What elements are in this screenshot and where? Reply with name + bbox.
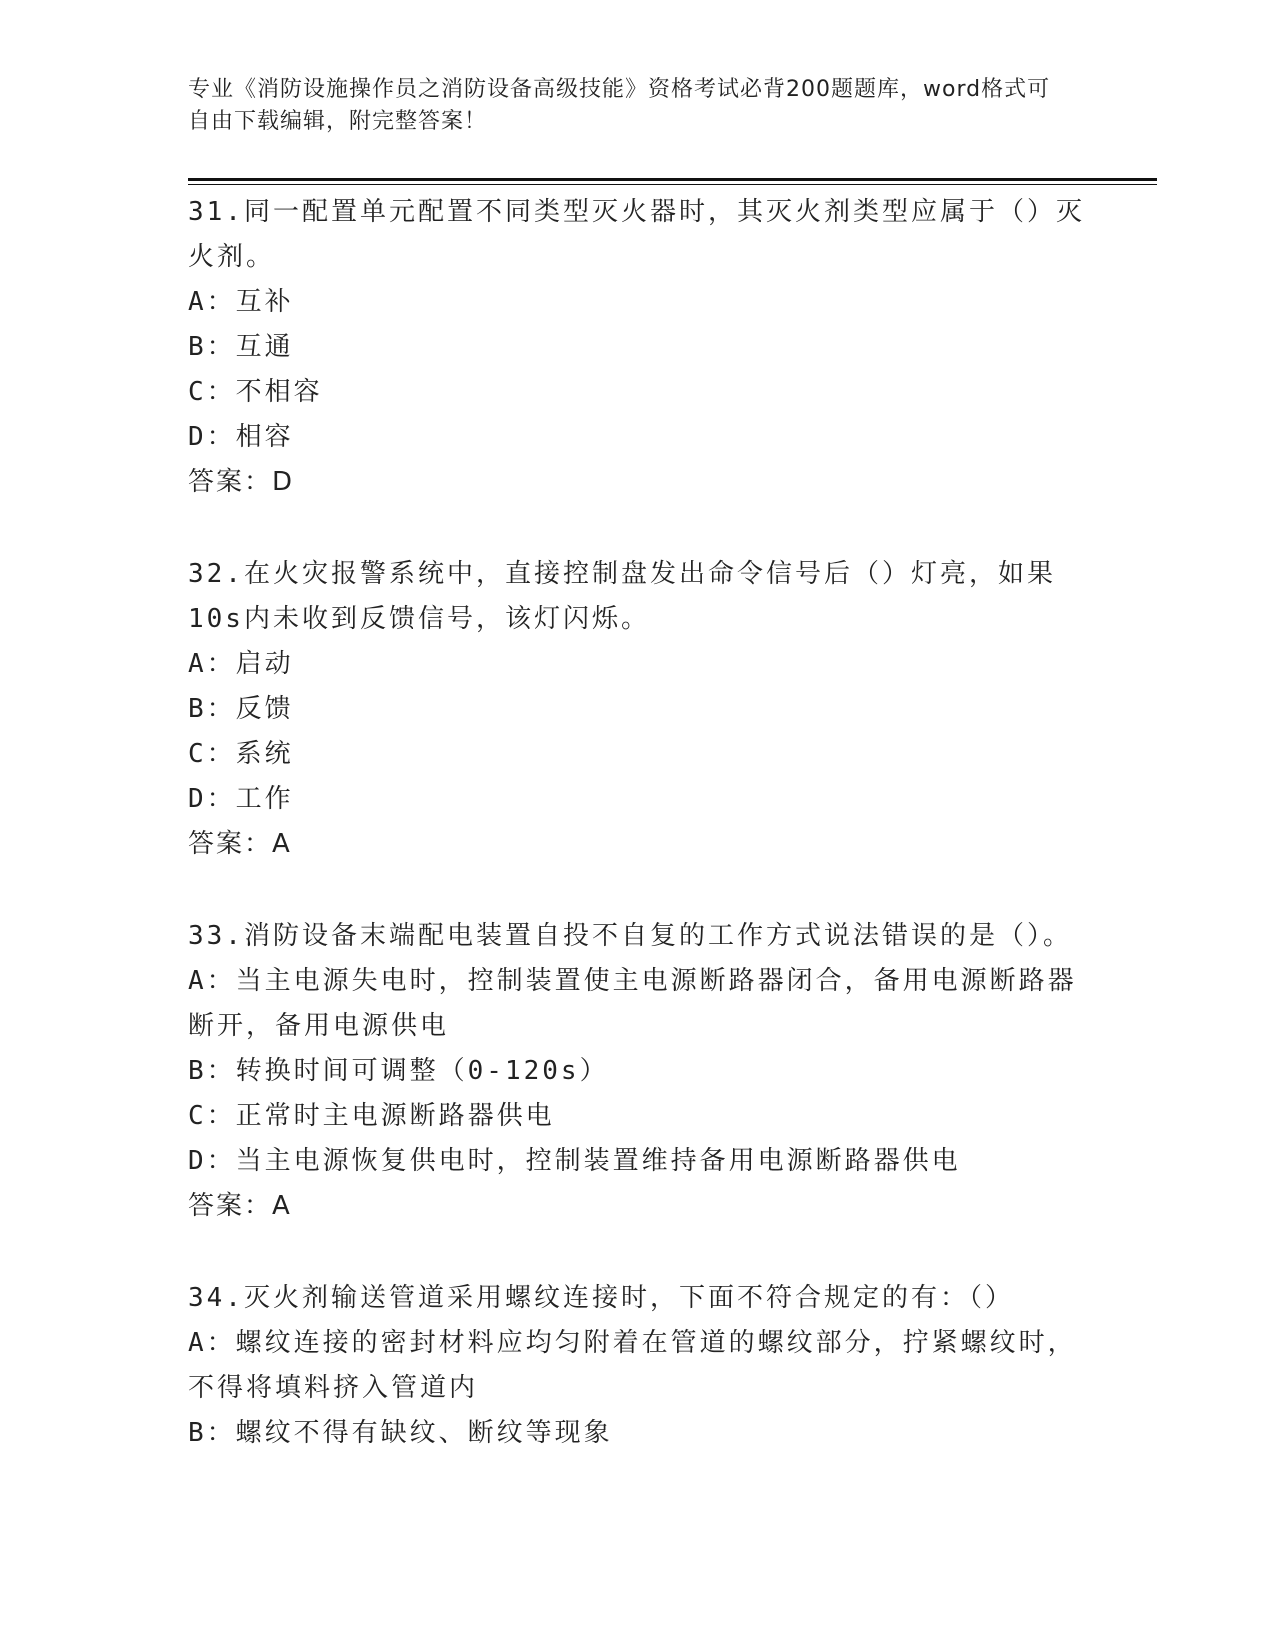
option-d: D：工作 [188, 784, 294, 814]
option-c: C：系统 [188, 739, 294, 769]
question-stem: 33.消防设备末端配电装置自投不自复的工作方式说法错误的是（）。 [188, 921, 1072, 951]
option-a: A：启动 [188, 649, 294, 679]
option-b: B：反馈 [188, 694, 294, 724]
answer-label: 答案：A [188, 1191, 292, 1221]
question-33 [188, 914, 1088, 1229]
option-a: A：互补 [188, 287, 294, 317]
option-a: A：当主电源失电时，控制装置使主电源断路器闭合，备用电源断路器断开，备用电源供电 [188, 966, 1077, 1041]
question-stem: 32.在火灾报警系统中，直接控制盘发出命令信号后（）灯亮，如果10s内未收到反馈信号，该灯闪烁。 [188, 559, 1056, 634]
question-34 [188, 1276, 1088, 1456]
document-header: 专业《消防设施操作员之消防设备高级技能》资格考试必背200题题库，word格式可自由下载编辑，附完整答案！ [188, 77, 1051, 134]
header-rule-thin [188, 184, 1157, 185]
answer-label: 答案：D [188, 467, 295, 497]
option-b: B：互通 [188, 332, 294, 362]
question-32 [188, 552, 1088, 867]
option-c: C：不相容 [188, 377, 323, 407]
option-c: C：正常时主电源断路器供电 [188, 1101, 555, 1131]
question-list [188, 190, 1088, 1503]
option-a: A：螺纹连接的密封材料应均匀附着在管道的螺纹部分，拧紧螺纹时，不得将填料挤入管道内 [188, 1328, 1077, 1403]
header-rule-thick [188, 178, 1157, 181]
question-31 [188, 190, 1088, 505]
option-d: D：相容 [188, 422, 294, 452]
question-stem: 34.灭火剂输送管道采用螺纹连接时，下面不符合规定的有：（） [188, 1283, 1014, 1313]
option-d: D：当主电源恢复供电时，控制装置维持备用电源断路器供电 [188, 1146, 961, 1176]
option-b: B：螺纹不得有缺纹、断纹等现象 [188, 1418, 613, 1448]
question-stem: 31.同一配置单元配置不同类型灭火器时，其灭火剂类型应属于（）灭火剂。 [188, 197, 1085, 272]
answer-label: 答案：A [188, 829, 292, 859]
option-b: B：转换时间可调整（0-120s） [188, 1056, 609, 1086]
